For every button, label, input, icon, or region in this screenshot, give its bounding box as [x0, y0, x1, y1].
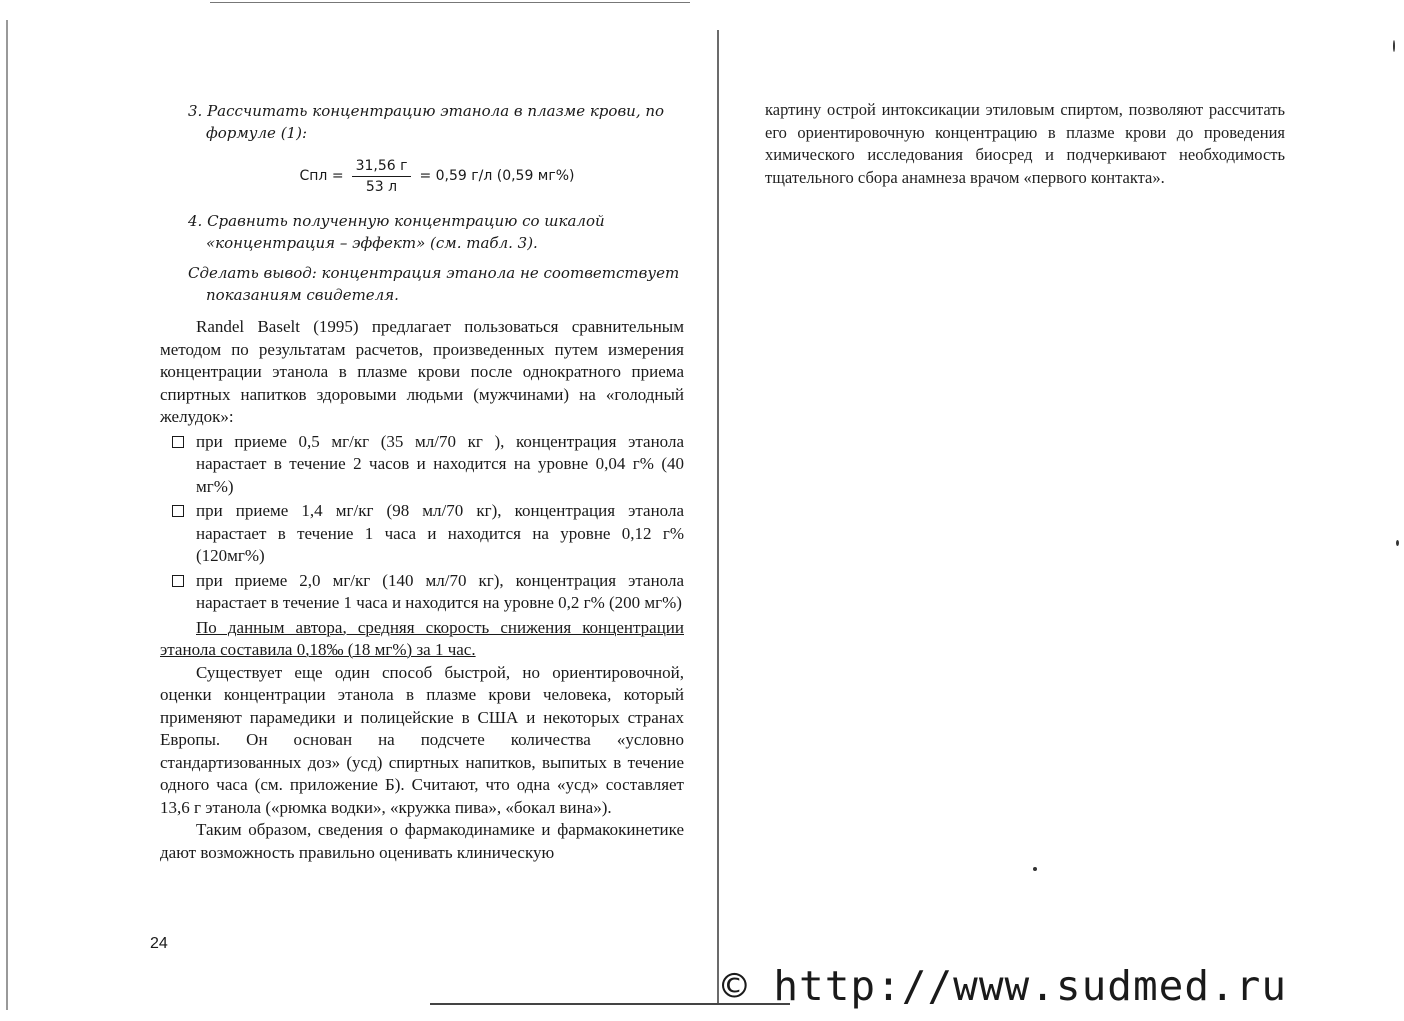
step-4: 4. Сравнить полученную концентрацию со шкалой «концентрация – эффект» (см. табл. 3). — [188, 212, 605, 252]
formula — [160, 150, 684, 202]
left-page — [160, 100, 684, 864]
right-page — [765, 99, 1285, 189]
conclusion: Сделать вывод: концентрация этанола не соответствует показаниям свидетеля. — [188, 264, 680, 304]
paragraph-baselt: Randel Baselt (1995) предлагает пользоваться сравнительным методом по результатам расчетов, произведенных путем измерения концентрации этанола в плазме крови после однократного приема спиртных напитков здоровыми людьми (мужчинами) на «голодный желудок»: — [160, 317, 684, 426]
formula-rhs: = 0,59 г/л (0,59 мг%) — [419, 168, 575, 184]
list-item-text: при приеме 0,5 мг/кг (35 мл/70 кг ), концентрация этанола нарастает в течение 2 часов и находится на уровне 0,04 г% (40 мг%) — [196, 431, 684, 496]
scan-speck — [1033, 867, 1037, 871]
checkbox-bullet-icon — [172, 436, 184, 448]
paragraph-conclusion: Таким образом, сведения о фармакодинамике и фармакокинетике дают возможность правильно оценивать клиническую — [160, 820, 684, 862]
page-number: 24 — [150, 935, 168, 952]
paragraph-rate: По данным автора, средняя скорость снижения концентрации этанола составила 0,18‰ (18 мг%) за 1 час. — [160, 617, 684, 659]
list-item-text: при приеме 1,4 мг/кг (98 мл/70 кг), концентрация этанола нарастает в течение 1 часа и находится на уровне 0,12 г% (120мг%) — [196, 501, 684, 565]
scan-edge-left — [6, 20, 8, 1010]
formula-lhs: Спл = — [299, 168, 344, 184]
formula-fraction — [352, 158, 412, 195]
list-item — [160, 431, 684, 499]
watermark: © http://www.sudmed.ru — [722, 962, 1288, 1010]
formula-numerator: 31,56 г — [352, 158, 412, 177]
dose-list — [160, 431, 684, 615]
scan-speck — [1396, 540, 1399, 546]
list-item — [160, 500, 684, 568]
list-item-text: при приеме 2,0 мг/кг (140 мл/70 кг), концентрация этанола нарастает в течение 1 часа и находится на уровне 0,2 г% (200 мг%) — [196, 570, 684, 612]
right-page-text: картину острой интоксикации этиловым спиртом, позволяют рассчитать его ориентировочную концентрацию в плазме крови до проведения химического исследования биосред и подчеркивают необходимость тщательного сбора анамнеза врачом «первого контакта». — [765, 100, 1285, 187]
scan-speck — [1393, 40, 1395, 52]
checkbox-bullet-icon — [172, 505, 184, 517]
list-item — [160, 570, 684, 615]
scan-edge-top — [210, 2, 690, 3]
checkbox-bullet-icon — [172, 575, 184, 587]
formula-denominator: 53 л — [365, 178, 398, 195]
paragraph-usd: Существует еще один способ быстрой, но ориентировочной, оценки концентрации этанола в плазме крови человека, который применяют парамедики и полицейские в США и некоторых странах Европы. Он основан на подсчете количества «условно стандартизованных доз» (усд) спиртных напитков, выпитых в течение одного часа (см. приложение Б). Считают, что одна «усд» составляет 13,6 г этанола («рюмка водки», «кружка пива», «бокал вина»). — [160, 662, 684, 817]
step-3: 3. Рассчитать концентрацию этанола в плазме крови, по формуле (1): — [188, 102, 665, 142]
book-fold — [717, 30, 719, 1005]
